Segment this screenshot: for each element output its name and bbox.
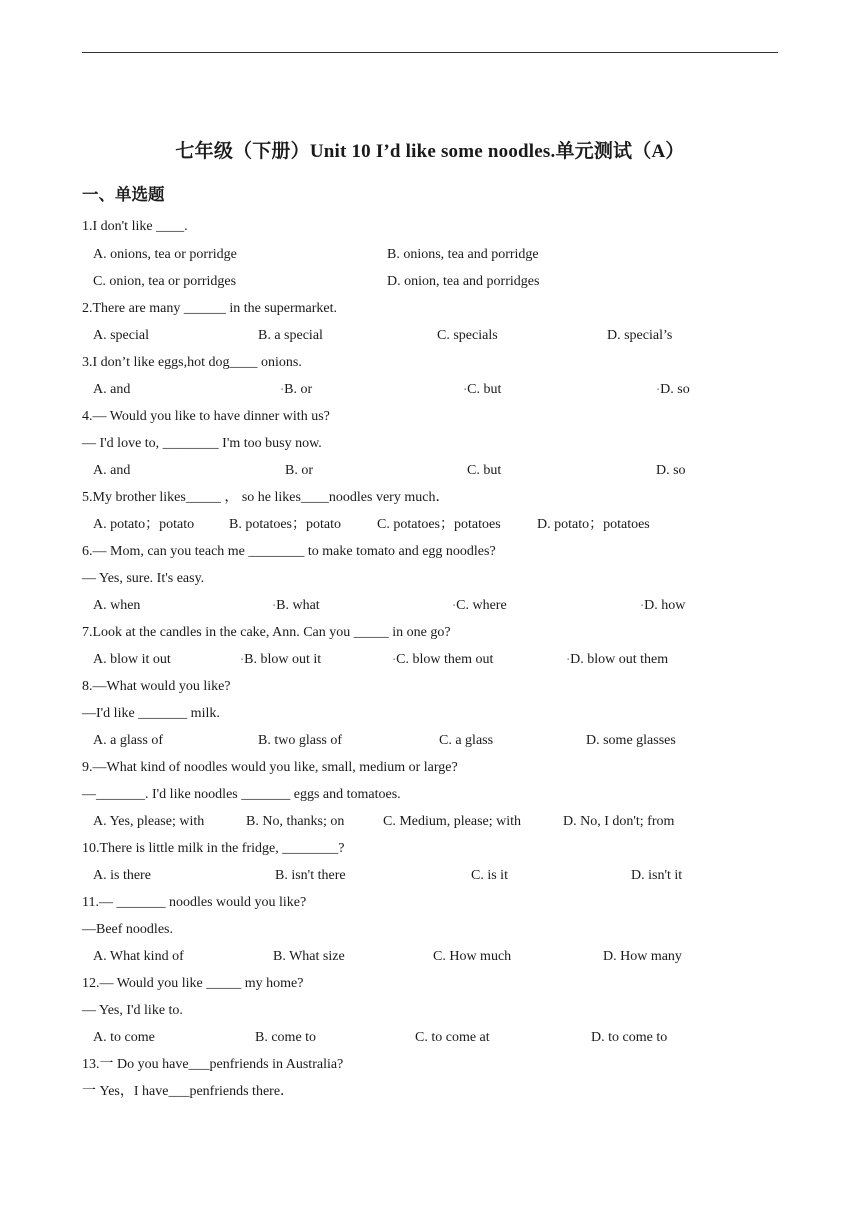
answer-option-label: B. or xyxy=(284,382,313,398)
answer-option xyxy=(607,327,672,345)
question-stem: 3.I don’t like eggs,hot dog____ onions. xyxy=(82,355,302,370)
answer-option-label: C. a glass xyxy=(439,733,494,748)
option-marker-icon: ▪ xyxy=(453,603,456,609)
question-reply: —I'd like _______ milk. xyxy=(82,706,220,721)
option-marker-icon: ▪ xyxy=(657,387,660,393)
answer-option-label: D. so xyxy=(656,463,686,478)
answer-option-label: B. what xyxy=(276,598,320,614)
answer-option-label: D. so xyxy=(660,382,690,398)
answer-option xyxy=(93,327,149,345)
answer-option xyxy=(93,948,184,966)
answer-option-label: C. Medium, please; with xyxy=(383,814,522,829)
question-stem: 1.I don't like ____. xyxy=(82,219,188,234)
answer-option xyxy=(93,462,130,480)
answer-option-label: D. No, I don't; from xyxy=(563,814,675,829)
answer-option-label: B. potatoes；potato xyxy=(229,517,341,532)
answer-option-label: A. What kind of xyxy=(93,949,184,964)
answer-option-label: C. to come at xyxy=(415,1030,490,1045)
answer-option-label: A. potato；potato xyxy=(93,517,195,532)
answer-option xyxy=(656,462,686,480)
answer-option xyxy=(415,1029,490,1047)
answer-option xyxy=(93,516,194,534)
answer-option xyxy=(563,813,674,831)
answer-option-label: B. blow out it xyxy=(244,652,322,668)
answer-option xyxy=(387,246,539,264)
option-marker-icon: ▪ xyxy=(241,657,244,663)
answer-option-label: A. and xyxy=(93,382,131,397)
answer-option-label: C. potatoes；potatoes xyxy=(377,517,501,532)
answer-option xyxy=(93,651,171,669)
question-stem: 12.— Would you like _____ my home? xyxy=(82,976,304,991)
answer-option xyxy=(393,651,493,669)
answer-option-label: C. where xyxy=(456,598,507,614)
answer-option xyxy=(603,948,682,966)
answer-option xyxy=(586,732,676,750)
answer-option xyxy=(93,1029,155,1047)
question-stem: 11.— _______ noodles would you like? xyxy=(82,895,307,910)
answer-option xyxy=(471,867,508,885)
option-marker-icon: ▪ xyxy=(641,603,644,609)
answer-option-label: D. some glasses xyxy=(586,733,676,748)
answer-option-label: B. onions, tea and porridge xyxy=(387,247,539,262)
answer-option-label: C. blow them out xyxy=(396,652,494,668)
question-stem: 8.—What would you like? xyxy=(82,679,231,694)
answer-option xyxy=(567,651,668,669)
answer-option-label: B. two glass of xyxy=(258,733,342,748)
answer-option xyxy=(464,381,501,399)
answer-option xyxy=(93,867,151,885)
answer-option-label: A. Yes, please; with xyxy=(93,814,205,829)
answer-option xyxy=(93,273,236,291)
answer-option-label: A. special xyxy=(93,328,149,343)
answer-option-label: C. specials xyxy=(437,328,498,343)
answer-option xyxy=(387,273,539,291)
answer-option xyxy=(246,813,344,831)
answer-option xyxy=(383,813,521,831)
question-stem: 7.Look at the candles in the cake, Ann. Can you _____ in one go? xyxy=(82,625,451,640)
answer-option xyxy=(93,381,130,399)
question-reply: — Yes, I'd like to. xyxy=(82,1003,183,1018)
option-marker-icon: ▪ xyxy=(393,657,396,663)
answer-option-label: B. No, thanks; on xyxy=(246,814,345,829)
answer-option-label: B. or xyxy=(285,463,313,478)
question-stem: 13.一 Do you have___penfriends in Australia? xyxy=(82,1057,344,1072)
answer-option xyxy=(467,462,501,480)
answer-option xyxy=(93,246,237,264)
option-marker-icon: ▪ xyxy=(567,657,570,663)
option-marker-icon: ▪ xyxy=(464,387,467,393)
answer-option xyxy=(437,327,498,345)
answer-option xyxy=(275,867,346,885)
answer-option xyxy=(241,651,321,669)
answer-option-label: D. potato；potatoes xyxy=(537,517,650,532)
question-stem: 5.My brother likes_____ ， so he likes____noodles very much． xyxy=(82,490,450,505)
question-stem: 2.There are many ______ in the supermarket. xyxy=(82,301,338,316)
question-reply: —Beef noodles. xyxy=(82,922,173,937)
section-heading: 一、单选题 xyxy=(82,185,165,204)
answer-option xyxy=(273,597,320,615)
question-stem: 6.— Mom, can you teach me ________ to make tomato and egg noodles? xyxy=(82,544,496,559)
answer-option xyxy=(439,732,493,750)
question-reply: —_______. I'd like noodles _______ eggs and tomatoes. xyxy=(82,787,401,802)
answer-option xyxy=(281,381,312,399)
answer-option xyxy=(229,516,341,534)
answer-option-label: D. onion, tea and porridges xyxy=(387,274,540,289)
answer-option-label: A. to come xyxy=(93,1030,155,1045)
answer-option-label: B. What size xyxy=(273,949,345,964)
question-reply: — I'd love to, ________ I'm too busy now. xyxy=(82,436,322,451)
answer-option xyxy=(285,462,313,480)
page-title: 七年级（下册）Unit 10 I’d like some noodles.单元测试（A） xyxy=(175,141,685,162)
answer-option xyxy=(258,327,323,345)
answer-option-label: A. a glass of xyxy=(93,733,163,748)
answer-option xyxy=(273,948,345,966)
answer-option-label: C. onion, tea or porridges xyxy=(93,274,237,289)
answer-option xyxy=(537,516,650,534)
answer-option xyxy=(258,732,342,750)
answer-option xyxy=(433,948,511,966)
answer-option-label: D. isn't it xyxy=(631,868,683,883)
answer-option xyxy=(93,813,204,831)
answer-option-label: B. isn't there xyxy=(275,868,346,883)
answer-option-label: D. to come to xyxy=(591,1030,668,1045)
answer-option-label: D. special’s xyxy=(607,328,673,343)
answer-option xyxy=(641,597,685,615)
answer-option xyxy=(93,597,140,615)
answer-option-label: C. How much xyxy=(433,949,512,964)
answer-option-label: A. is there xyxy=(93,868,151,883)
question-reply: — Yes, sure. It's easy. xyxy=(82,571,205,586)
answer-option xyxy=(255,1029,316,1047)
answer-option xyxy=(377,516,501,534)
answer-option xyxy=(591,1029,667,1047)
answer-option xyxy=(453,597,507,615)
question-reply: 一 Yes，I have___penfriends there． xyxy=(82,1084,295,1099)
answer-option-label: C. is it xyxy=(471,868,508,883)
option-marker-icon: ▪ xyxy=(281,387,284,393)
answer-option xyxy=(631,867,682,885)
question-stem: 10.There is little milk in the fridge, ________? xyxy=(82,841,345,856)
answer-option-label: C. but xyxy=(467,463,502,478)
answer-option-label: A. onions, tea or porridge xyxy=(93,247,237,262)
header-rule xyxy=(82,52,778,53)
answer-option-label: D. blow out them xyxy=(570,652,669,668)
question-stem: 9.—What kind of noodles would you like, small, medium or large? xyxy=(82,760,458,775)
answer-option-label: A. when xyxy=(93,598,141,613)
answer-option xyxy=(657,381,690,399)
answer-option-label: D. how xyxy=(644,598,686,614)
answer-option-label: A. blow it out xyxy=(93,652,171,667)
answer-option-label: D. How many xyxy=(603,949,682,964)
answer-option xyxy=(93,732,163,750)
answer-option-label: B. come to xyxy=(255,1030,317,1045)
answer-option-label: A. and xyxy=(93,463,131,478)
question-stem: 4.— Would you like to have dinner with us? xyxy=(82,409,330,424)
answer-option-label: B. a special xyxy=(258,328,323,343)
answer-option-label: C. but xyxy=(467,382,502,398)
option-marker-icon: ▪ xyxy=(273,603,276,609)
